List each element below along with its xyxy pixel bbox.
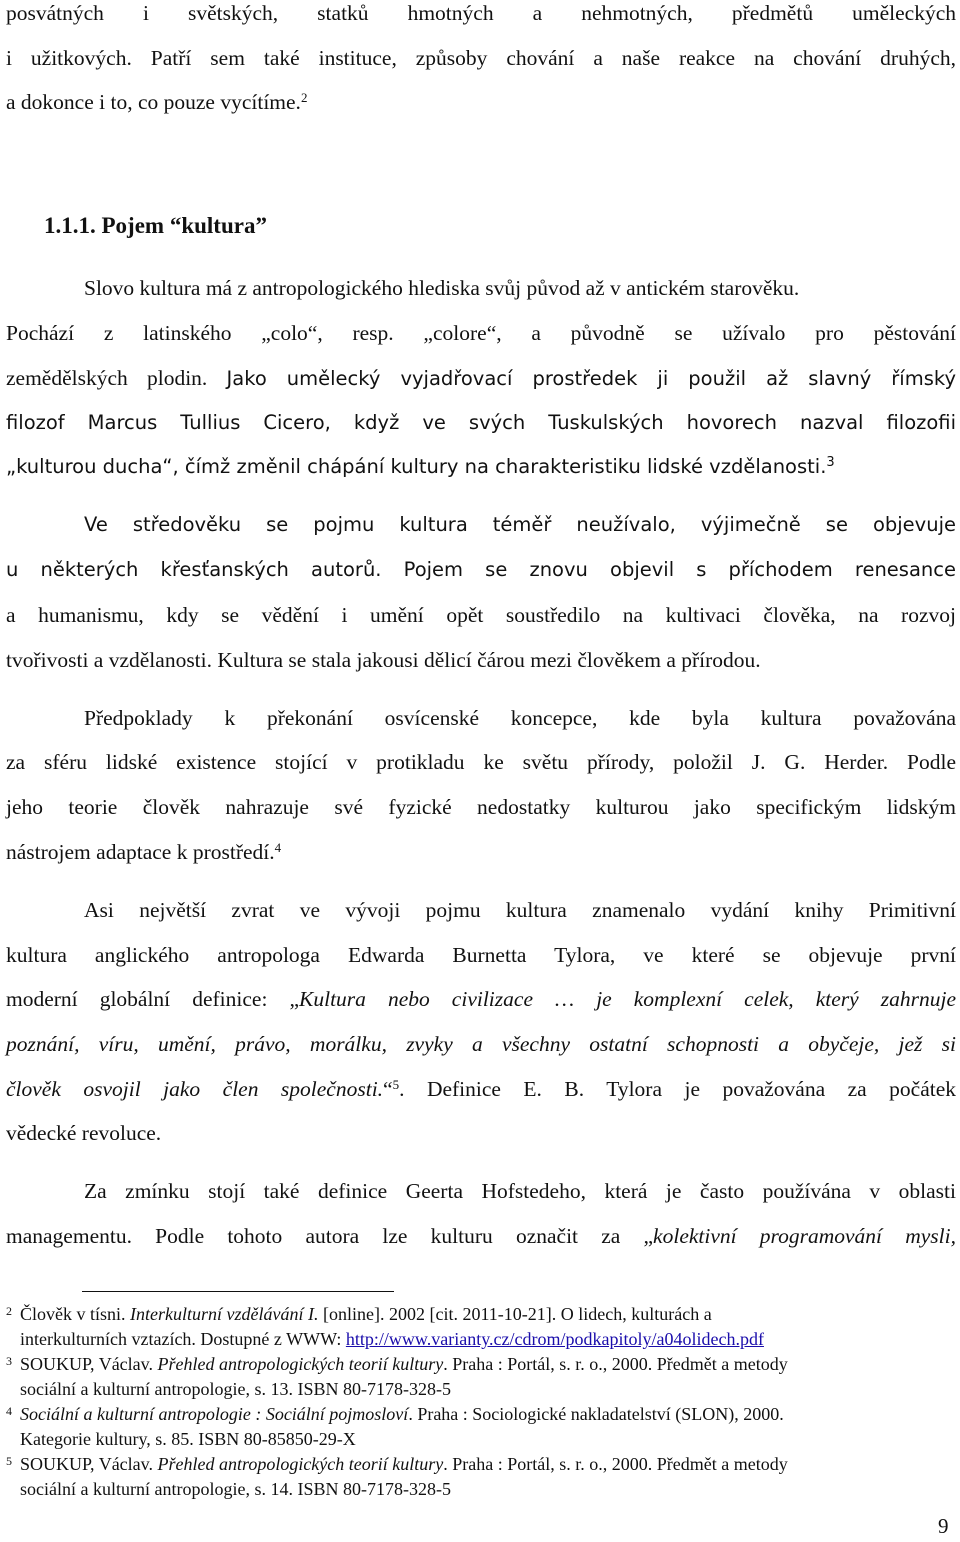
text: zemědělských plodin. <box>6 366 208 390</box>
footnote-ref: 4 <box>274 840 282 855</box>
page-number: 9 <box>938 1514 949 1538</box>
text: a dokonce i to, co pouze vycítíme. <box>6 90 301 114</box>
quote-italic: Kultura nebo civilizace … je komplexní celek, který zahrnuje <box>299 987 956 1011</box>
paragraph-line: i užitkových. Patří sem také instituce, způsoby chování a naše reakce na chování druhých, <box>6 46 956 70</box>
footnote <box>6 1303 956 1327</box>
paragraph-line: u některých křesťanských autorů. Pojem se znovu objevil s příchodem renesance <box>6 558 956 581</box>
footnote-ref: 3 <box>826 455 835 470</box>
paragraph-line: tvořivosti a vzdělanosti. Kultura se stala jakousi dělicí čárou mezi člověkem a přírodou. <box>6 648 761 672</box>
paragraph-line <box>6 986 956 1012</box>
text: Člověk v tísni. <box>20 1304 131 1324</box>
paragraph-line <box>6 1031 956 1057</box>
text: nástrojem adaptace k prostředí. <box>6 840 275 864</box>
quote-italic: kolektivní programování mysli, <box>653 1224 956 1248</box>
paragraph-line: posvátných i světských, statků hmotných a nehmotných, předmětů uměleckých <box>6 1 956 25</box>
text: Sociální a kulturní antropologie : Sociální pojmosloví <box>20 1404 409 1424</box>
text: moderní globální definice: „ <box>6 987 300 1011</box>
paragraph-line <box>6 1223 956 1249</box>
paragraph-line: filozof Marcus Tullius Cicero, když ve svých Tuskulských hovorech nazval filozofii <box>6 411 956 434</box>
paragraph-line: kultura anglického antropologa Edwarda Burnetta Tylora, ve které se objevuje první <box>6 943 956 967</box>
text: Jako umělecký vyjadřovací prostředek ji použil až slavný římský <box>226 367 957 390</box>
text: „kulturou ducha“, čímž změnil chápání kultury na charakteristiku lidské vzdělanosti. <box>6 455 827 478</box>
footnote-number: 5 <box>6 1454 12 1468</box>
footnote-ref: 5 <box>392 1077 400 1092</box>
footnote <box>6 1453 956 1477</box>
text: . Praha : Portál, s. r. o., 2000. Předmět a metody <box>443 1354 788 1374</box>
paragraph-line <box>6 1076 956 1102</box>
footnote-line <box>20 1328 956 1350</box>
footnote-separator <box>82 1291 394 1292</box>
text: [online]. 2002 [cit. 2011-10-21]. O lidech, kulturách a <box>318 1304 712 1324</box>
footnote-number: 2 <box>6 1304 12 1318</box>
quote-italic: člověk osvojil jako člen společnosti. <box>6 1077 384 1101</box>
paragraph-line <box>6 89 956 115</box>
text: SOUKUP, Václav. <box>20 1354 158 1374</box>
paragraph-line: za sféru lidské existence stojící v protikladu ke světu přírody, položil J. G. Herder. Podle <box>6 750 956 774</box>
text: Interkulturní vzdělávání I. <box>130 1304 319 1324</box>
footnote-ref: 2 <box>300 90 308 105</box>
paragraph-line: Pochází z latinského „colo“, resp. „colore“, a původně se užívalo pro pěstování <box>6 321 956 345</box>
paragraph-line: a humanismu, kdy se vědění i umění opět soustředilo na kultivaci člověka, na rozvoj <box>6 603 956 627</box>
paragraph-line: Slovo kultura má z antropologického hlediska svůj původ až v antickém starověku. <box>84 276 800 300</box>
paragraph-line: jeho teorie člověk nahrazuje své fyzické nedostatky kulturou jako specifickým lidským <box>6 795 956 819</box>
footnote <box>6 1353 956 1377</box>
paragraph-line: Asi největší zvrat ve vývoji pojmu kultura znamenalo vydání knihy Primitivní <box>84 898 956 922</box>
footnote-line: Kategorie kultury, s. 85. ISBN 80-85850-29-X <box>20 1429 356 1449</box>
section-heading: 1.1.1. Pojem “kultura” <box>44 213 267 238</box>
text: Přehled antropologických teorií kultury <box>157 1454 444 1474</box>
text: . Praha : Sociologické nakladatelství (SLON), 2000. <box>408 1404 784 1424</box>
footnote-number: 4 <box>6 1404 12 1418</box>
paragraph-line <box>6 365 956 392</box>
text: . Definice E. B. Tylora je považována za počátek <box>399 1077 956 1101</box>
footnote-line: sociální a kulturní antropologie, s. 14. ISBN 80-7178-328-5 <box>20 1479 451 1499</box>
text: managementu. Podle tohoto autora lze kulturu označit za „ <box>6 1224 654 1248</box>
paragraph-line: Ve středověku se pojmu kultura téměř neužívalo, výjimečně se objevuje <box>84 513 956 536</box>
source-link[interactable]: http://www.varianty.cz/cdrom/podkapitoly/a04olidech.pdf <box>345 1329 764 1349</box>
paragraph-line: Předpoklady k překonání osvícenské koncepce, kde byla kultura považována <box>84 706 956 730</box>
text: interkulturních vztazích. Dostupné z WWW: <box>20 1329 346 1349</box>
paragraph-line: Za zmínku stojí také definice Geerta Hofstedeho, která je často používána v oblasti <box>84 1179 956 1203</box>
footnote-line: sociální a kulturní antropologie, s. 13. ISBN 80-7178-328-5 <box>20 1379 451 1399</box>
paragraph-line <box>6 839 956 865</box>
paragraph-line: vědecké revoluce. <box>6 1121 162 1145</box>
paragraph-line <box>6 454 956 480</box>
quote-italic: poznání, víru, umění, právo, morálku, zvyky a všechny ostatní schopnosti a obyčeje, jež si <box>6 1032 956 1056</box>
footnote-number: 3 <box>6 1354 12 1368</box>
text: SOUKUP, Václav. <box>20 1454 158 1474</box>
footnote <box>6 1403 956 1427</box>
text: . Praha : Portál, s. r. o., 2000. Předmět a metody <box>443 1454 788 1474</box>
text: “ <box>383 1077 393 1101</box>
text: Přehled antropologických teorií kultury <box>157 1354 444 1374</box>
